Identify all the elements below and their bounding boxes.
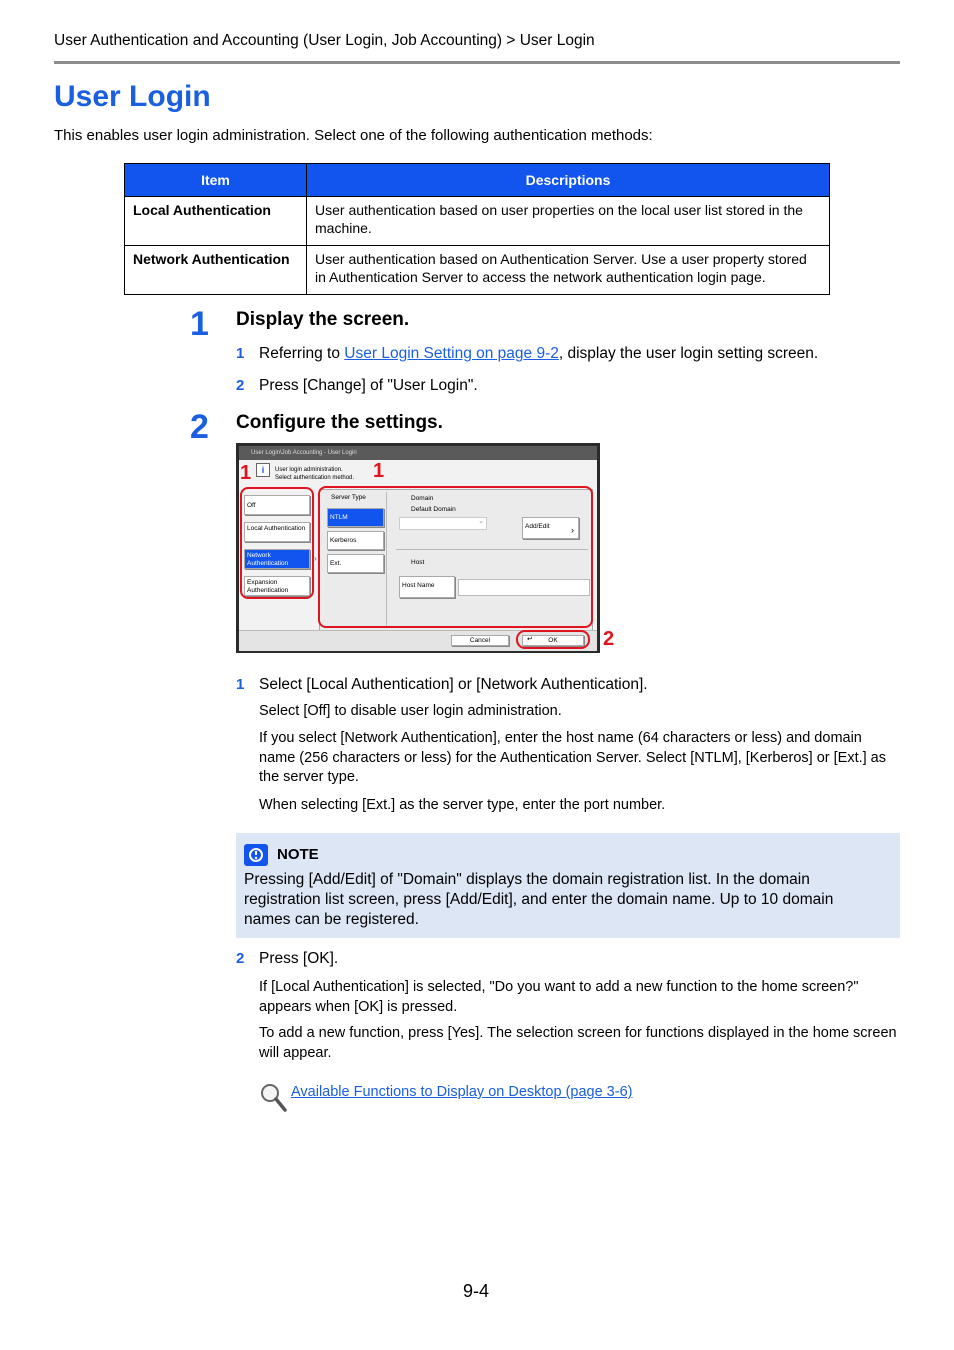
table-row: [125, 246, 830, 295]
paragraph-network-auth: If you select [Network Authentication], enter the host name (64 characters or less) and domain name (256 characters or less) for the Authentication Server. Select [NTLM], [Kerberos] or [Ext.] as the server type.: [259, 730, 886, 785]
step-1-sub-1-text: [259, 345, 818, 363]
table-header-row: [125, 164, 830, 197]
magnifier-icon: [258, 1081, 288, 1113]
auth-methods-table: [124, 163, 830, 295]
table-row: [125, 197, 830, 246]
table-cell-desc: User authentication based on Authentication Server. Use a user property stored in Authentication Server to access the network authentication login page.: [307, 246, 830, 295]
server-type-ntlm-button[interactable]: NTLM: [327, 508, 384, 527]
step-2-sub-2-text: Press [OK].: [259, 950, 339, 967]
table-cell-item: Network Authentication: [125, 246, 307, 295]
note-body: Pressing [Add/Edit] of "Domain" displays the domain registration list. In the domain registration list screen, press [Add/Edit], and enter the domain name. Up to 10 domain names can be registered.: [244, 871, 834, 928]
user-login-setting-link[interactable]: User Login Setting on page 9-2: [344, 345, 559, 362]
host-name-button[interactable]: Host Name: [399, 576, 455, 598]
available-functions-link[interactable]: Available Functions to Display on Desktop (page 3-6): [291, 1084, 633, 1100]
note-icon: [244, 844, 268, 866]
enter-icon: ↵: [527, 636, 533, 643]
dropdown-chevron-icon: ⌄: [478, 518, 484, 525]
table-header-item: Item: [125, 164, 307, 197]
step-2-number: 2: [190, 408, 209, 446]
note-box: [236, 833, 900, 938]
step-2-sub-2-number: 2: [236, 950, 245, 967]
page-title: User Login: [54, 80, 211, 113]
step-2-sub-1-text: Select [Local Authentication] or [Network Authentication].: [259, 676, 648, 693]
step-1-number: 1: [190, 305, 209, 343]
server-type-ext-button[interactable]: Ext.: [327, 554, 384, 573]
ok-label: OK: [548, 637, 558, 644]
highlight-box-left-options: [240, 487, 314, 599]
screen-info-text: [275, 466, 354, 482]
step-1-title: Display the screen.: [236, 309, 410, 330]
table-cell-item: Local Authentication: [125, 197, 307, 246]
highlight-box-settings: [318, 486, 593, 628]
cancel-button[interactable]: Cancel: [451, 635, 509, 646]
page-number: 9-4: [463, 1281, 490, 1301]
paragraph-add-function: To add a new function, press [Yes]. The selection screen for functions displayed in the home screen will appear.: [259, 1025, 897, 1061]
paragraph-local-auth-ok: If [Local Authentication] is selected, "Do you want to add a new function to the home screen?" appears when [OK] is pressed.: [259, 979, 859, 1015]
breadcrumb: User Authentication and Accounting (User Login, Job Accounting) > User Login: [54, 32, 595, 49]
step-2-sub-1-number: 1: [236, 676, 245, 693]
option-expansion-authentication-button[interactable]: Expansion Authentication: [244, 576, 310, 596]
screen-info-line-1: User login administration.: [275, 467, 343, 473]
paragraph-off: Select [Off] to disable user login administration.: [259, 703, 562, 719]
default-domain-label: Default Domain: [411, 506, 456, 513]
chevron-right-icon: ›: [571, 525, 574, 535]
arrow-right-icon: ›: [314, 554, 317, 563]
info-icon: i: [256, 463, 270, 477]
step-1-sub-1-pre: Referring to: [259, 345, 345, 362]
server-type-label: Server Type: [331, 494, 366, 501]
host-label: Host: [411, 559, 425, 566]
callout-2: 2: [603, 628, 615, 650]
step-1-sub-2-number: 2: [236, 377, 245, 394]
screen-titlebar: User Login\Job Accounting - User Login: [239, 446, 597, 460]
domain-label: Domain: [411, 495, 434, 502]
add-edit-label: Add/Edit: [525, 523, 550, 530]
screen-info-line-2: Select authentication method.: [275, 475, 355, 481]
step-1-sub-2-text: Press [Change] of "User Login".: [259, 377, 478, 394]
highlight-box-ok: [516, 630, 590, 649]
note-title: NOTE: [277, 846, 319, 863]
header-rule: [54, 61, 900, 64]
user-login-screen-image: [236, 443, 600, 653]
intro-text: This enables user login administration. Select one of the following authentication methods:: [54, 127, 653, 144]
option-local-authentication-button[interactable]: Local Authentication: [244, 522, 310, 542]
option-off-button[interactable]: Off: [244, 495, 310, 515]
callout-1-left: 1: [240, 462, 252, 484]
step-1-sub-1-post: , display the user login setting screen.: [558, 345, 819, 362]
callout-1-right: 1: [373, 460, 385, 482]
table-cell-desc: User authentication based on user properties on the local user list stored in the machine.: [307, 197, 830, 246]
step-2-title: Configure the settings.: [236, 412, 443, 433]
step-1-sub-1-number: 1: [236, 345, 245, 362]
paragraph-ext: When selecting [Ext.] as the server type, enter the port number.: [259, 797, 666, 813]
server-type-kerberos-button[interactable]: Kerberos: [327, 531, 384, 550]
option-network-authentication-button[interactable]: Network Authentication: [244, 549, 310, 569]
table-header-descriptions: Descriptions: [307, 164, 830, 197]
